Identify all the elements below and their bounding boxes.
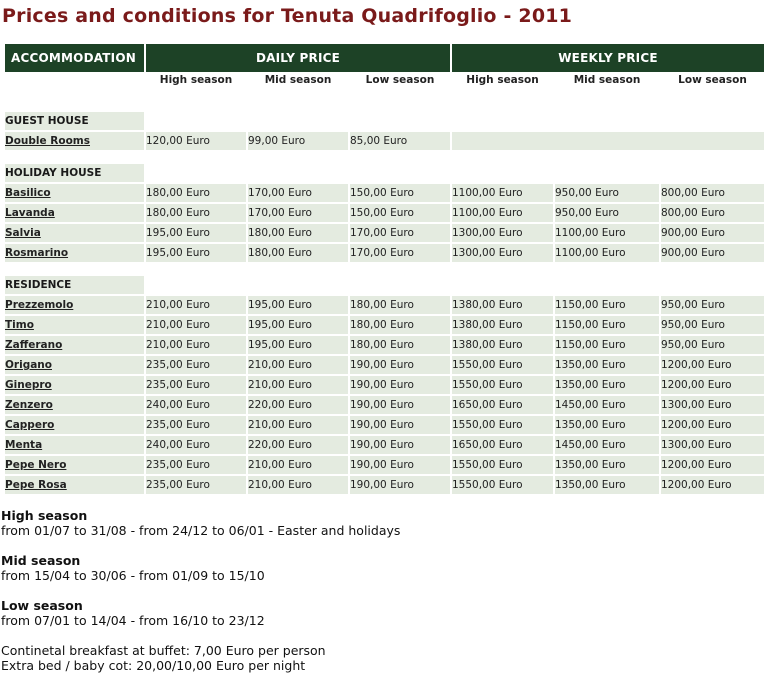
price-cell: 1200,00 Euro xyxy=(661,416,764,434)
group-row xyxy=(5,112,764,130)
price-cell: 180,00 Euro xyxy=(146,184,246,202)
price-cell: 1550,00 Euro xyxy=(452,376,553,394)
group-spacer xyxy=(5,264,764,274)
price-cell: 235,00 Euro xyxy=(146,416,246,434)
weekly-price-header: WEEKLY PRICE xyxy=(452,44,764,72)
price-cell: 900,00 Euro xyxy=(661,224,764,242)
price-cell: 210,00 Euro xyxy=(146,316,246,334)
price-cell: 1650,00 Euro xyxy=(452,396,553,414)
price-cell: 235,00 Euro xyxy=(146,476,246,494)
price-cell: 1300,00 Euro xyxy=(452,224,553,242)
extra-bed-note: Extra bed / baby cot: 20,00/10,00 Euro per night xyxy=(1,658,306,673)
price-cell: 1550,00 Euro xyxy=(452,416,553,434)
price-cell: 150,00 Euro xyxy=(350,204,450,222)
price-cell: 170,00 Euro xyxy=(350,224,450,242)
price-cell: 210,00 Euro xyxy=(248,356,348,374)
accommodation-link[interactable]: Lavanda xyxy=(5,204,144,222)
price-cell: 195,00 Euro xyxy=(146,224,246,242)
price-cell: 220,00 Euro xyxy=(248,396,348,414)
accommodation-link[interactable]: Prezzemolo xyxy=(5,296,144,314)
table-row xyxy=(5,244,764,262)
season-subheader: Low season xyxy=(678,74,747,86)
price-cell: 1300,00 Euro xyxy=(661,436,764,454)
price-cell: 210,00 Euro xyxy=(146,336,246,354)
price-cell: 950,00 Euro xyxy=(661,336,764,354)
price-cell: 170,00 Euro xyxy=(248,184,348,202)
price-cell: 1380,00 Euro xyxy=(452,336,553,354)
price-cell: 210,00 Euro xyxy=(248,376,348,394)
price-cell: 240,00 Euro xyxy=(146,396,246,414)
season-subheader-blank xyxy=(5,74,144,98)
price-cell: 190,00 Euro xyxy=(350,456,450,474)
table-row xyxy=(5,184,764,202)
high-season-note xyxy=(1,508,400,538)
price-cell: 950,00 Euro xyxy=(661,296,764,314)
price-cell: 950,00 Euro xyxy=(555,204,659,222)
price-cell: 170,00 Euro xyxy=(350,244,450,262)
accommodation-link[interactable]: Menta xyxy=(5,436,144,454)
accommodation-header: ACCOMMODATION xyxy=(5,44,144,72)
mid-season-dates: from 15/04 to 30/06 - from 01/09 to 15/10 xyxy=(1,568,265,583)
price-cell: 85,00 Euro xyxy=(350,132,450,150)
mid-season-title: Mid season xyxy=(1,553,81,568)
price-cell: 220,00 Euro xyxy=(248,436,348,454)
price-cell: 1550,00 Euro xyxy=(452,356,553,374)
price-cell: 210,00 Euro xyxy=(248,476,348,494)
price-cell: 190,00 Euro xyxy=(350,356,450,374)
accommodation-link[interactable]: Zenzero xyxy=(5,396,144,414)
price-cell: 1300,00 Euro xyxy=(452,244,553,262)
price-cell: 195,00 Euro xyxy=(146,244,246,262)
table-row xyxy=(5,132,764,150)
price-cell: 210,00 Euro xyxy=(248,416,348,434)
price-cell: 1450,00 Euro xyxy=(555,396,659,414)
price-cell: 180,00 Euro xyxy=(146,204,246,222)
season-subheader: Mid season xyxy=(573,74,641,86)
price-cell: 99,00 Euro xyxy=(248,132,348,150)
price-cell: 1150,00 Euro xyxy=(555,296,659,314)
price-cell: 240,00 Euro xyxy=(146,436,246,454)
price-cell: 1350,00 Euro xyxy=(555,376,659,394)
table-row xyxy=(5,476,764,494)
group-row-blank xyxy=(146,276,764,294)
price-cell: 1300,00 Euro xyxy=(661,396,764,414)
price-cell: 235,00 Euro xyxy=(146,376,246,394)
accommodation-link[interactable]: Origano xyxy=(5,356,144,374)
group-row xyxy=(5,164,764,182)
price-cell: 950,00 Euro xyxy=(555,184,659,202)
season-notes xyxy=(1,508,400,673)
breakfast-note: Continetal breakfast at buffet: 7,00 Euro per person xyxy=(1,643,326,658)
season-subheader: High season xyxy=(466,74,539,86)
table-row xyxy=(5,296,764,314)
low-season-dates: from 07/01 to 14/04 - from 16/10 to 23/12 xyxy=(1,613,265,628)
price-cell: 190,00 Euro xyxy=(350,396,450,414)
price-cell: 210,00 Euro xyxy=(146,296,246,314)
high-season-dates: from 01/07 to 31/08 - from 24/12 to 06/01 - Easter and holidays xyxy=(1,523,401,538)
price-cell: 1350,00 Euro xyxy=(555,356,659,374)
price-cell: 1450,00 Euro xyxy=(555,436,659,454)
table-row xyxy=(5,396,764,414)
low-season-note xyxy=(1,598,400,628)
weekly-price-empty xyxy=(452,132,764,150)
page-title: Prices and conditions for Tenuta Quadrifoglio - 2011 xyxy=(2,5,573,27)
price-table xyxy=(3,42,764,496)
group-row xyxy=(5,276,764,294)
table-row xyxy=(5,456,764,474)
season-subheader: Mid season xyxy=(264,74,332,86)
low-season-title: Low season xyxy=(1,598,83,613)
table-row xyxy=(5,376,764,394)
price-cell: 190,00 Euro xyxy=(350,476,450,494)
price-cell: 180,00 Euro xyxy=(248,224,348,242)
price-cell: 1550,00 Euro xyxy=(452,456,553,474)
accommodation-link[interactable]: Zafferano xyxy=(5,336,144,354)
price-cell: 1150,00 Euro xyxy=(555,316,659,334)
price-cell: 120,00 Euro xyxy=(146,132,246,150)
price-cell: 1350,00 Euro xyxy=(555,456,659,474)
price-cell: 210,00 Euro xyxy=(248,456,348,474)
season-subheader: Low season xyxy=(365,74,435,86)
price-cell: 1200,00 Euro xyxy=(661,456,764,474)
price-cell: 950,00 Euro xyxy=(661,316,764,334)
accommodation-link[interactable]: Timo xyxy=(5,316,144,334)
price-cell: 1100,00 Euro xyxy=(452,204,553,222)
group-label: GUEST HOUSE xyxy=(5,112,144,130)
price-cell: 800,00 Euro xyxy=(661,184,764,202)
group-spacer xyxy=(5,100,764,110)
price-cell: 1200,00 Euro xyxy=(661,356,764,374)
price-cell: 180,00 Euro xyxy=(248,244,348,262)
price-cell: 195,00 Euro xyxy=(248,296,348,314)
price-cell: 170,00 Euro xyxy=(248,204,348,222)
price-cell: 180,00 Euro xyxy=(350,336,450,354)
table-row xyxy=(5,436,764,454)
accommodation-link[interactable]: Ginepro xyxy=(5,376,144,394)
price-cell: 190,00 Euro xyxy=(350,376,450,394)
table-row xyxy=(5,336,764,354)
accommodation-link[interactable]: Pepe Nero xyxy=(5,456,144,474)
mid-season-note xyxy=(1,553,400,583)
price-cell: 180,00 Euro xyxy=(350,296,450,314)
table-row xyxy=(5,224,764,242)
price-cell: 235,00 Euro xyxy=(146,356,246,374)
accommodation-link[interactable]: Salvia xyxy=(5,224,144,242)
group-spacer xyxy=(5,152,764,162)
price-cell: 1200,00 Euro xyxy=(661,476,764,494)
group-row-blank xyxy=(146,112,764,130)
price-cell: 1380,00 Euro xyxy=(452,296,553,314)
price-cell: 180,00 Euro xyxy=(350,316,450,334)
accommodation-link[interactable]: Rosmarino xyxy=(5,244,144,262)
price-cell: 150,00 Euro xyxy=(350,184,450,202)
price-cell: 800,00 Euro xyxy=(661,204,764,222)
price-cell: 1350,00 Euro xyxy=(555,476,659,494)
price-cell: 1150,00 Euro xyxy=(555,336,659,354)
table-row xyxy=(5,316,764,334)
price-cell: 1100,00 Euro xyxy=(555,244,659,262)
price-cell: 195,00 Euro xyxy=(248,316,348,334)
group-row-blank xyxy=(146,164,764,182)
season-subheader: High season xyxy=(159,74,233,86)
accommodation-link[interactable]: Basilico xyxy=(5,184,144,202)
price-table-body xyxy=(5,100,764,494)
table-row xyxy=(5,416,764,434)
group-label: HOLIDAY HOUSE xyxy=(5,164,144,182)
accommodation-link[interactable]: Cappero xyxy=(5,416,144,434)
price-cell: 1350,00 Euro xyxy=(555,416,659,434)
table-row xyxy=(5,204,764,222)
high-season-title: High season xyxy=(1,508,88,523)
price-cell: 1550,00 Euro xyxy=(452,476,553,494)
table-row xyxy=(5,356,764,374)
price-cell: 195,00 Euro xyxy=(248,336,348,354)
accommodation-link[interactable]: Double Rooms xyxy=(5,132,144,150)
price-cell: 900,00 Euro xyxy=(661,244,764,262)
price-cell: 235,00 Euro xyxy=(146,456,246,474)
price-cell: 190,00 Euro xyxy=(350,416,450,434)
price-cell: 190,00 Euro xyxy=(350,436,450,454)
price-cell: 1100,00 Euro xyxy=(452,184,553,202)
accommodation-link[interactable]: Pepe Rosa xyxy=(5,476,144,494)
daily-price-header: DAILY PRICE xyxy=(146,44,450,72)
price-cell: 1200,00 Euro xyxy=(661,376,764,394)
price-cell: 1380,00 Euro xyxy=(452,316,553,334)
price-cell: 1650,00 Euro xyxy=(452,436,553,454)
price-cell: 1100,00 Euro xyxy=(555,224,659,242)
group-label: RESIDENCE xyxy=(5,276,144,294)
